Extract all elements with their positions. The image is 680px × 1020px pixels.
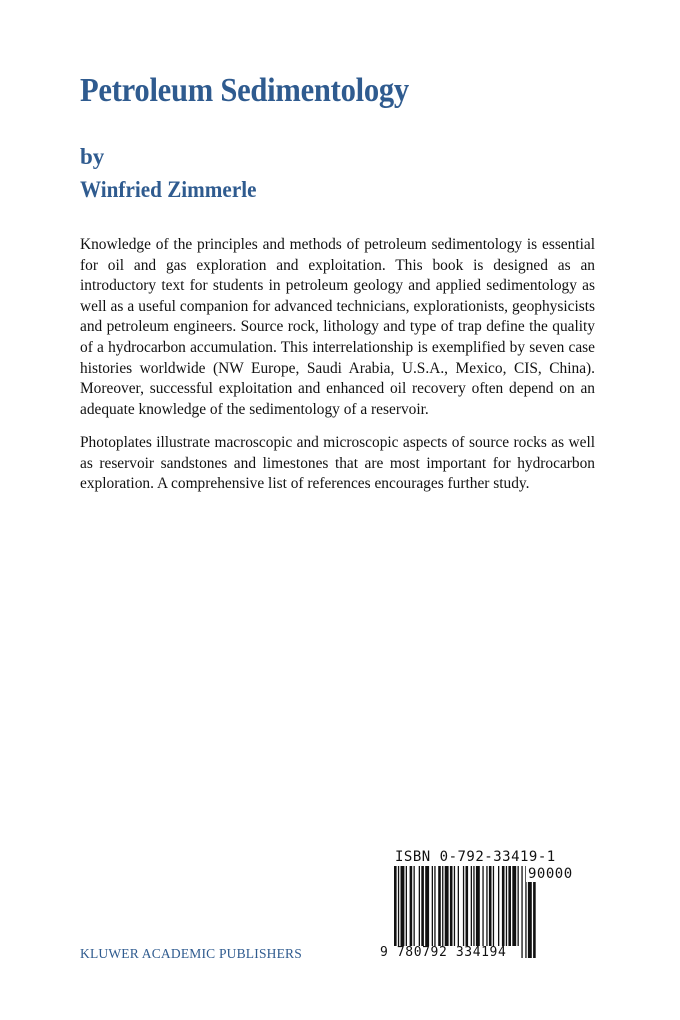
barcode-bar <box>518 866 519 946</box>
barcode-bar <box>414 866 415 946</box>
barcode-bar <box>502 866 505 946</box>
barcode-bar <box>434 866 435 946</box>
barcode-bar <box>521 866 522 958</box>
barcode-bar <box>425 866 429 946</box>
blurb-paragraph-2: Photoplates illustrate macroscopic and microscopic aspects of source rocks as well as reservoir sandstones and limestones that are most important for hydrocarbon exploration. A comprehensive list of references encourages further study. <box>80 434 595 493</box>
barcode-bar <box>450 866 453 946</box>
barcode-bar <box>442 866 443 946</box>
barcode-bar <box>432 866 433 946</box>
author-name: Winfried Zimmerle <box>80 177 257 202</box>
barcode-bar <box>508 866 511 946</box>
publisher-name: KLUWER ACADEMIC PUBLISHERS <box>80 946 302 961</box>
barcode-bar <box>398 866 399 946</box>
barcode-bar <box>406 866 407 946</box>
barcode-bar <box>394 866 397 946</box>
barcode-bar <box>476 866 480 946</box>
barcode-bar <box>463 866 464 946</box>
barcode-bar <box>421 866 424 946</box>
ean-digits: 9 780792 334194 <box>380 945 507 960</box>
barcode-bar <box>419 866 420 946</box>
barcode-bar <box>482 866 483 946</box>
barcode-bar <box>498 866 499 946</box>
barcode-bar <box>454 866 455 946</box>
barcode-bar <box>486 866 487 946</box>
barcode-bar <box>401 866 405 946</box>
price-code: 90000 <box>528 866 573 882</box>
blurb-paragraph-1: Knowledge of the principles and methods of petroleum sedimentology is essential for oil and gas exploration and exploitation. This book is designed as an introductory text for students in petroleum geology and applied sedimentology as well as a useful companion for advanced technicians, explorationists, geophysicists and petroleum engineers. Source rock, lithology and type of trap define the quality of a hydrocarbon accumulation. This interrelationship is exemplified by seven case histories worldwide (NW Europe, Saudi Arabia, U.S.A., Mexico, CIS, China). Moreover, successful exploitation and enhanced oil recovery often depend on an adequate knowledge of the sedimentology of a reservoir. <box>80 236 595 418</box>
barcode-bar <box>466 866 469 946</box>
barcode-bar <box>489 866 492 946</box>
barcode-bar <box>410 866 413 946</box>
barcode-bar <box>493 866 494 946</box>
barcode-bar <box>438 866 441 946</box>
barcode-bar <box>506 866 507 946</box>
book-title: Petroleum Sedimentology <box>80 72 409 109</box>
barcode-bar <box>471 866 472 946</box>
by-label: by <box>80 144 105 169</box>
isbn-number: ISBN 0-792-33419-1 <box>395 849 556 865</box>
barcode-bar <box>445 866 449 946</box>
barcode-bar <box>473 866 474 946</box>
barcode-bar <box>458 866 459 946</box>
barcode-bar <box>512 866 516 946</box>
